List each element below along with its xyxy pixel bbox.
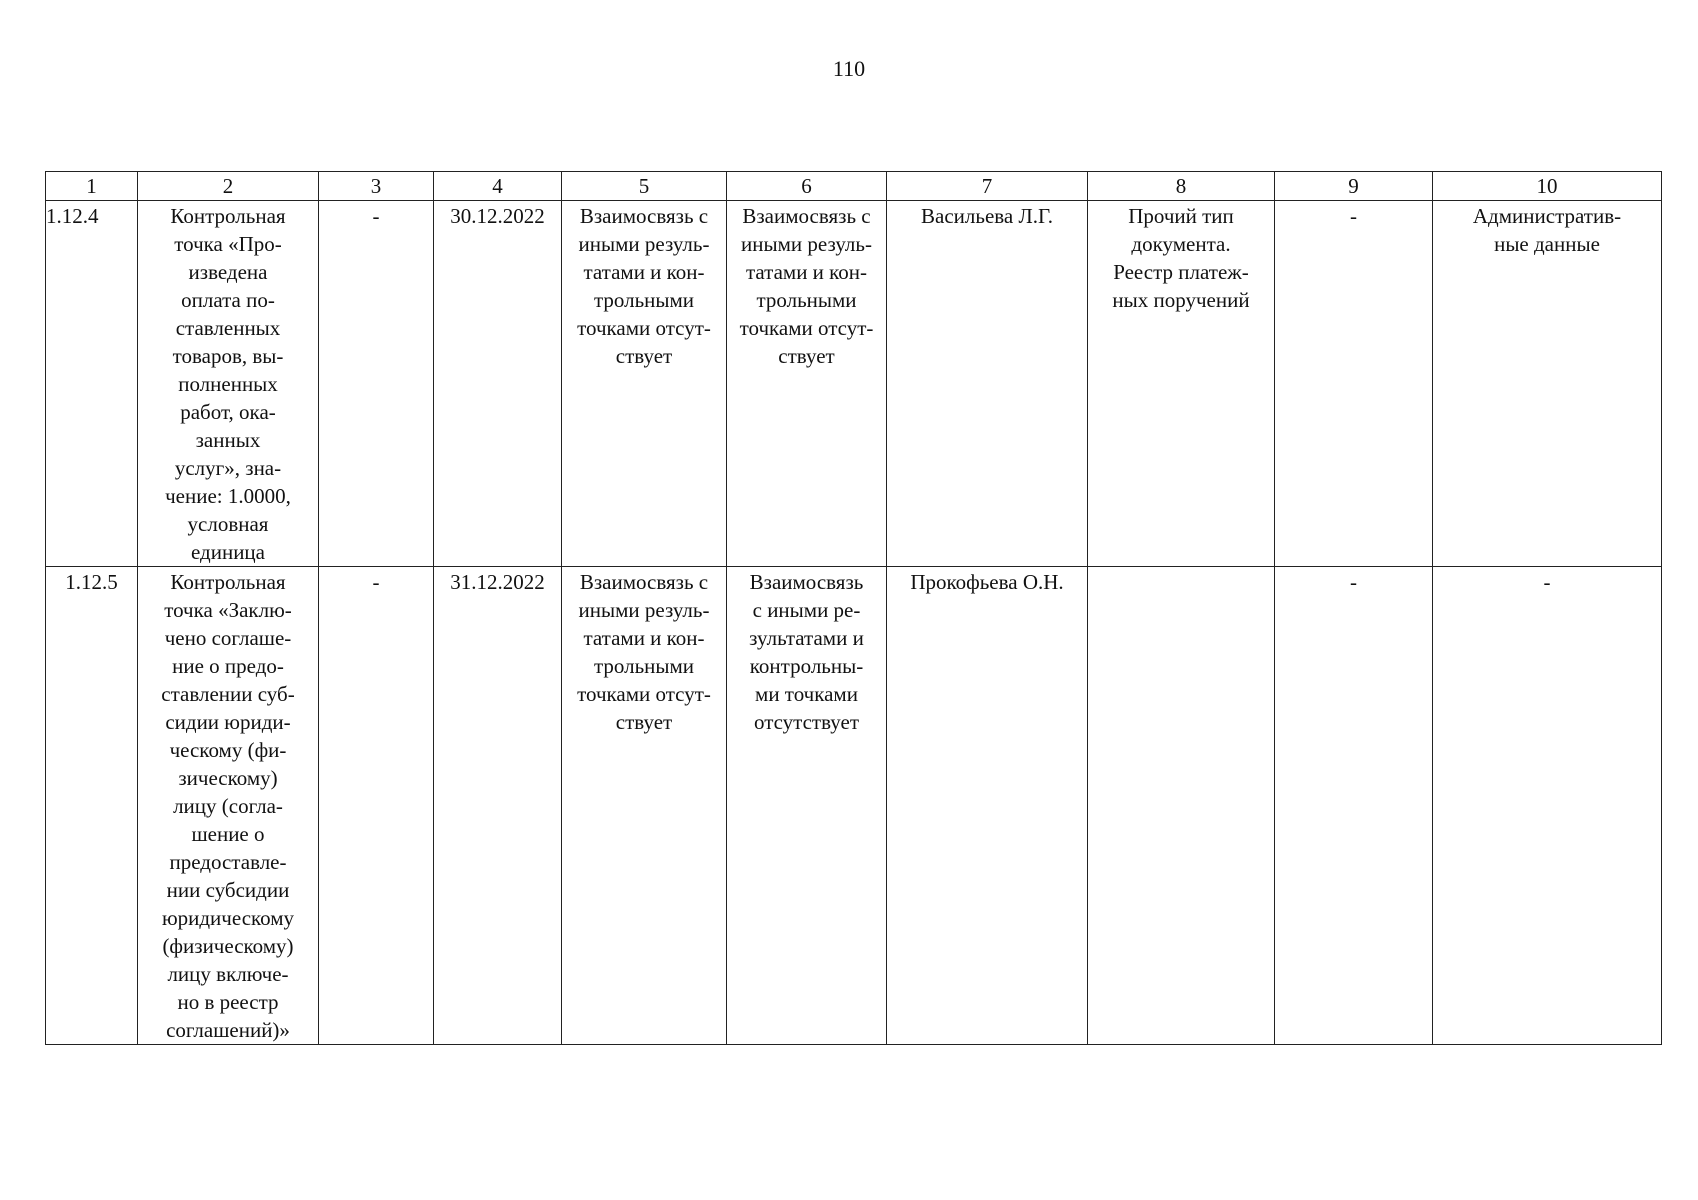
row-number-cell: 1.12.4 (46, 201, 138, 567)
column-header: 7 (887, 172, 1088, 201)
column-header: 1 (46, 172, 138, 201)
data-source-cell: - (1433, 567, 1662, 1045)
relation-cell: Взаимосвязь с иными ре- зультатами и контрольны- ми точками отсутствует (727, 567, 887, 1045)
column-header: 10 (1433, 172, 1662, 201)
column-number-row (46, 172, 1662, 201)
table-cell: - (319, 201, 434, 567)
column-header: 5 (562, 172, 727, 201)
column-header: 6 (727, 172, 887, 201)
responsible-cell: Васильева Л.Г. (887, 201, 1088, 567)
table-cell: - (1275, 201, 1433, 567)
row-number-cell: 1.12.5 (46, 567, 138, 1045)
relation-cell: Взаимосвязь с иными резуль- татами и кон- трольными точками отсут- ствует (562, 201, 727, 567)
date-cell: 30.12.2022 (434, 201, 562, 567)
control-point-name-cell: Контрольная точка «Про- изведена оплата по- ставленных товаров, вы- полненных работ, ока- занных услуг», зна- чение: 1.0000, условная единица (138, 201, 319, 567)
data-source-cell: Административ- ные данные (1433, 201, 1662, 567)
control-point-name-cell: Контрольная точка «Заклю- чено соглаше- ние о предо- ставлении суб- сидии юриди- ческому (фи- зическому) лицу (согла- шение о предоставле- нии субсидии юридическому (физическому) лицу включе- но в реестр соглашений)» (138, 567, 319, 1045)
column-header: 2 (138, 172, 319, 201)
control-points-table (45, 171, 1662, 1045)
relation-cell: Взаимосвязь с иными резуль- татами и кон- трольными точками отсут- ствует (562, 567, 727, 1045)
column-header: 8 (1088, 172, 1275, 201)
document-type-cell (1088, 567, 1275, 1045)
page-number: 110 (832, 56, 866, 81)
column-header: 4 (434, 172, 562, 201)
table-cell: - (319, 567, 434, 1045)
table-row (46, 567, 1662, 1045)
table-row (46, 201, 1662, 567)
document-type-cell: Прочий тип документа. Реестр платеж- ных поручений (1088, 201, 1275, 567)
relation-cell: Взаимосвязь с иными резуль- татами и кон- трольными точками отсут- ствует (727, 201, 887, 567)
table-cell: - (1275, 567, 1433, 1045)
column-header: 9 (1275, 172, 1433, 201)
date-cell: 31.12.2022 (434, 567, 562, 1045)
responsible-cell: Прокофьева О.Н. (887, 567, 1088, 1045)
column-header: 3 (319, 172, 434, 201)
